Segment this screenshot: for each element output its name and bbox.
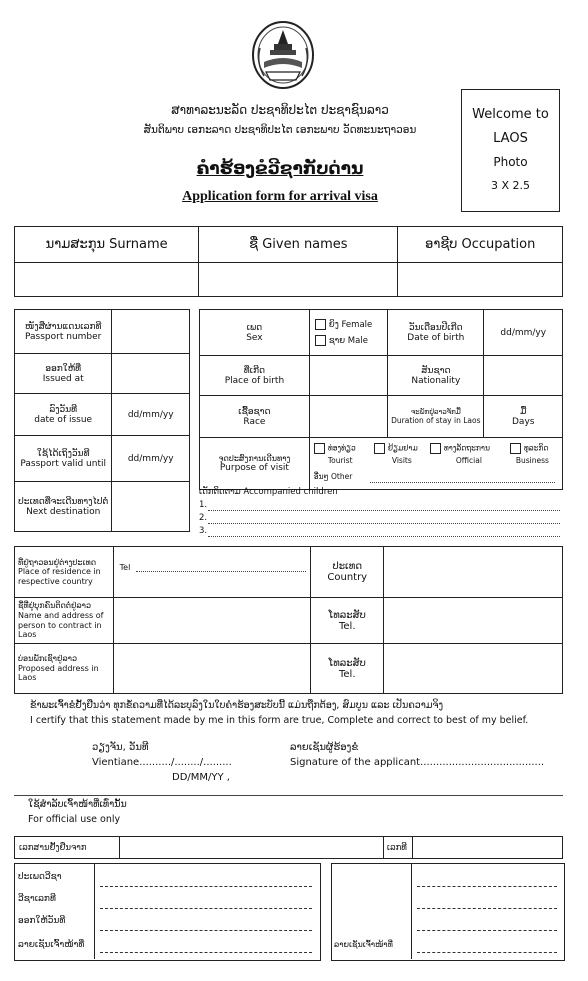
tel-inline-label: Tel	[119, 563, 131, 572]
visa-type-label: ປະເພດວີຊາ	[18, 872, 62, 882]
race-field[interactable]	[309, 396, 387, 438]
country-label: ປະເທດ Country	[311, 547, 384, 598]
purpose-options	[309, 438, 562, 490]
signature-lao: ລາຍເຊັນຜູ້ຮ້ອງຂໍ	[290, 742, 359, 753]
child-2-number: 2.	[199, 513, 208, 523]
official-checkbox[interactable]	[430, 443, 441, 454]
place-lao: ວຽງຈັນ, ວັນທີ	[92, 742, 149, 753]
issued-at-field[interactable]	[112, 354, 190, 394]
dob-field[interactable]: dd/mm/yy	[484, 310, 563, 356]
dob-label: ວັນເດືອນປີເກີດ Date of birth	[388, 310, 484, 356]
officer-sig2-label: ລາຍເຊັນເຈົ້າໜ້າທີ່	[334, 940, 393, 949]
names-table	[14, 226, 563, 297]
passport-number-label: ໜັງສືຜ່ານແດນເລກທີ Passport number	[15, 310, 112, 354]
number-field[interactable]	[412, 837, 562, 859]
issued-at-label: ອອກໃຫ້ທີ່ Issued at	[15, 354, 112, 394]
personal-table	[199, 309, 563, 490]
form-title-en: Application form for arrival visa	[182, 189, 378, 204]
next-destination-field[interactable]	[112, 482, 190, 532]
official-label: Official	[455, 455, 482, 465]
business-label: Business	[515, 455, 549, 465]
given-names-header: ຊື່ Given names	[199, 227, 398, 263]
tourist-lao: ທ່ອງທ່ຽວ	[327, 443, 356, 452]
right-line-1[interactable]	[417, 886, 557, 887]
child-3-number: 3.	[199, 526, 208, 536]
right-line-2[interactable]	[417, 908, 557, 909]
tel1-label: ໂທລະສັບ Tel.	[311, 598, 384, 644]
photo-welcome: Welcome to	[472, 107, 549, 122]
form-title-lao: ຄຳຮ້ອງຂໍວີຊາກັບດ່ານ	[196, 159, 364, 179]
photo-laos: LAOS	[493, 131, 528, 146]
photo-box[interactable]	[461, 89, 560, 212]
date-of-issue-label: ລົງວັນທີ date of issue	[15, 394, 112, 436]
child-1-number: 1.	[199, 500, 208, 510]
valid-until-label: ໃຊ້ໄດ້ເຖິງວັນທີ Passport valid until	[15, 436, 112, 482]
child-3-line[interactable]	[208, 536, 560, 537]
female-option-label: ຍິງ Female	[328, 319, 373, 330]
residence-field[interactable]	[113, 547, 311, 598]
nationality-label: ສັນຊາດ Nationality	[388, 356, 484, 396]
visa-type-line[interactable]	[100, 886, 312, 887]
official-right-divider	[411, 863, 412, 959]
residence-tel-line[interactable]	[136, 571, 306, 572]
right-line-4[interactable]	[417, 952, 557, 953]
contact-field[interactable]	[113, 598, 311, 644]
child-2-line[interactable]	[208, 523, 560, 524]
right-line-3[interactable]	[417, 930, 557, 931]
tel2-field[interactable]	[384, 644, 563, 694]
national-emblem-icon	[250, 18, 316, 90]
pob-field[interactable]	[309, 356, 387, 396]
officer-sig-label: ລາຍເຊັນເຈົ້າໜ້າທີ່	[18, 940, 85, 950]
issue-date-label: ອອກໃຫ້ວັນທີ	[18, 916, 66, 926]
section-divider	[14, 795, 563, 796]
male-checkbox[interactable]	[315, 335, 326, 346]
proposed-field[interactable]	[113, 644, 311, 694]
other-label: ອື່ນໆ Other	[313, 471, 353, 481]
photo-label: Photo	[493, 155, 528, 169]
surname-header: ນາມສະກຸນ Surname	[15, 227, 199, 263]
date-format: DD/MM/YY ,	[172, 772, 230, 783]
photo-size: 3 X 2.5	[490, 179, 531, 192]
children-label: ເດັກຕິດຕາມ Accompanied children	[199, 487, 338, 497]
surname-field[interactable]	[15, 263, 199, 297]
business-lao: ທຸລະກິດ	[523, 443, 549, 452]
official-label-en: For official use only	[28, 814, 121, 825]
signature-line[interactable]: Signature of the applicant.......................................	[290, 757, 545, 768]
officer-sig-line[interactable]	[100, 952, 312, 953]
certification-en: I certify that this statement made by me in this form are true, Complete and correct to best of my belief.	[30, 715, 529, 726]
visits-label: Visits	[391, 455, 412, 465]
place-date-line[interactable]: Vientiane........../......../.........	[92, 757, 232, 768]
certification-lao: ຂ້າພະເຈົ້າຂໍຢັ້ງຢືນວ່າ ທຸກຂໍ້ຄວາມທີ່ໄດ້ລະບຸລົງໃນໃບຄຳຮ້ອງສະບັບນີ້ ແມ່ນຖືກຕ້ອງ, ສົມບູນ ແລະ ເປັນຄວາມຈິງ	[30, 700, 444, 711]
visits-checkbox[interactable]	[374, 443, 385, 454]
passport-number-field[interactable]	[112, 310, 190, 354]
male-option-label: ຊາຍ Male	[328, 335, 368, 346]
next-destination-label: ປະເທດທີ່ຈະເດີນທາງໄປຕໍ່ Next destination	[15, 482, 112, 532]
official-label-lao: ໃຊ້ສຳລັບເຈົ້າໜ້າທີ່ເທົ່ານັ້ນ	[28, 799, 127, 810]
country-name-lao: ສາທາລະນະລັດ ປະຊາທິປະໄຕ ປະຊາຊົນລາວ	[171, 103, 389, 117]
child-1-line[interactable]	[208, 510, 560, 511]
occupation-field[interactable]	[398, 263, 563, 297]
visa-no-line[interactable]	[100, 908, 312, 909]
residence-table	[14, 546, 563, 694]
occupation-header: ອາຊີບ Occupation	[398, 227, 563, 263]
receipt-table	[14, 836, 563, 859]
tourist-label: Tourist	[327, 455, 353, 465]
sex-label: ເພດ Sex	[200, 310, 310, 356]
receipt-label: ເລກສານຢັ້ງຢືນຈາກ	[15, 837, 120, 859]
valid-until-field[interactable]: dd/mm/yy	[112, 436, 190, 482]
number-label: ເລກທີ	[383, 837, 412, 859]
contact-label: ຊື່ທີ່ຢູ່ບຸກຄົນຕິດຕໍ່ຢູ່ລາວ Name and address of person to contract in Laos	[15, 598, 114, 644]
official-left-divider	[94, 863, 95, 959]
race-label: ເຊື້ອຊາດ Race	[200, 396, 310, 438]
visa-no-label: ວີຊາເລກທີ	[18, 894, 56, 904]
purpose-label: ຈຸດປະສົງການເດີນທາງ Purpose of visit	[200, 438, 310, 490]
female-checkbox[interactable]	[315, 319, 326, 330]
tel1-field[interactable]	[384, 598, 563, 644]
business-checkbox[interactable]	[510, 443, 521, 454]
visits-lao: ຢ້ຽມຢາມ	[387, 443, 418, 452]
issue-date-line[interactable]	[100, 930, 312, 931]
sex-options	[309, 310, 387, 356]
residence-label: ທີ່ຢູ່ຖາວອນຢູ່ຕ່າງປະເທດ Place of residence in respective country	[15, 547, 114, 598]
tourist-checkbox[interactable]	[314, 443, 325, 454]
motto-lao: ສັນຕິພາບ ເອກະລາດ ປະຊາທິປະໄຕ ເອກະພາບ ວັດທະນະຖາວອນ	[143, 124, 417, 136]
date-of-issue-field[interactable]: dd/mm/yy	[112, 394, 190, 436]
passport-table	[14, 309, 190, 532]
other-line[interactable]	[370, 482, 555, 483]
country-field[interactable]	[384, 547, 563, 598]
pob-label: ທີ່ເກີດ Place of birth	[200, 356, 310, 396]
nationality-field[interactable]	[484, 356, 563, 396]
proposed-label: ບ່ອນພັກເຊົາຢູ່ລາວ Proposed address in Laos	[15, 644, 114, 694]
duration-label: ຈະພັກຢູ່ລາວຈັກມື້ Duration of stay in Laos	[388, 396, 484, 438]
official-lao: ທາງລັດຖະການ	[443, 443, 490, 452]
given-names-field[interactable]	[199, 263, 398, 297]
duration-field[interactable]: ມື້ Days	[484, 396, 563, 438]
tel2-label: ໂທລະສັບ Tel.	[311, 644, 384, 694]
receipt-field[interactable]	[119, 837, 383, 859]
